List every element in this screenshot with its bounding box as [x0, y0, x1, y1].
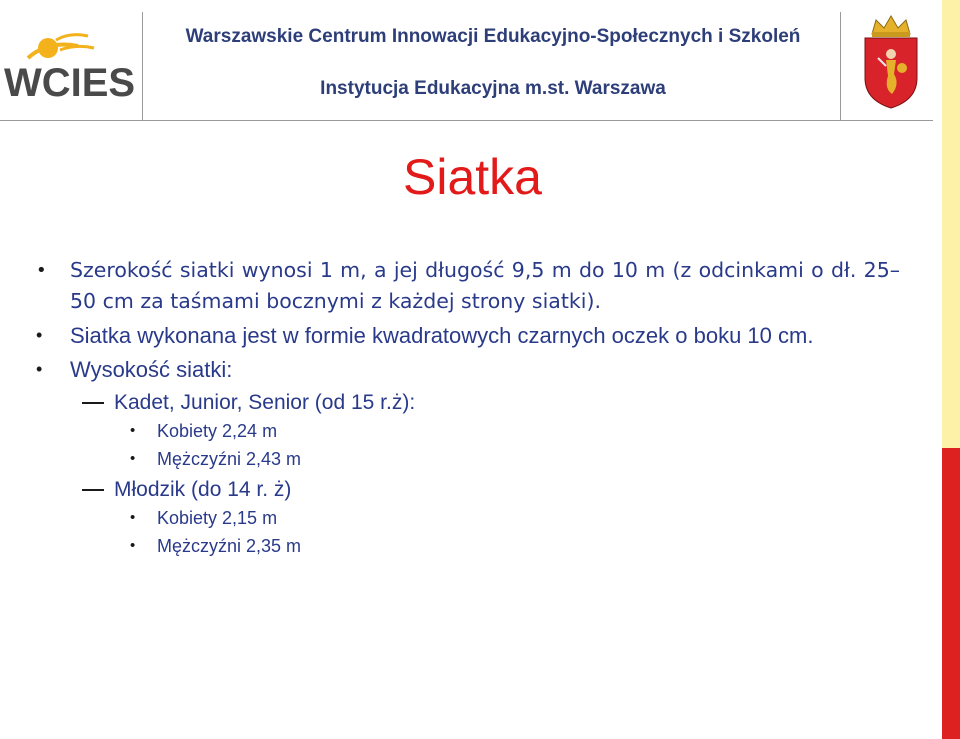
bullet-text: Wysokość siatki:	[70, 357, 233, 382]
header-divider-left	[142, 12, 143, 120]
sub-sub-bullet-item	[30, 532, 900, 560]
bullet-icon: •	[36, 325, 43, 345]
header	[0, 0, 933, 122]
bullet-icon: •	[36, 260, 47, 281]
sun-icon	[28, 35, 94, 58]
slide-content	[30, 255, 900, 560]
sub-sub-bullet-item	[30, 504, 900, 532]
header-divider-right	[840, 12, 841, 120]
bullet-item	[30, 255, 900, 317]
bullet-item	[30, 320, 900, 351]
bullet-icon: •	[130, 537, 136, 554]
sub-sub-bullet-item	[30, 445, 900, 473]
dash-icon	[82, 402, 104, 404]
bullet-text: Siatka wykonana jest w formie kwadratowych czarnych oczek o boku 10 cm.	[70, 323, 814, 348]
institution-subtitle: Instytucja Edukacyjna m.st. Warszawa	[320, 78, 666, 99]
sub-bullet-text: Młodzik (do 14 r. ż)	[114, 478, 292, 501]
logo-text: WCIES	[4, 61, 136, 105]
header-bottom-rule	[0, 120, 933, 121]
wcies-logo	[0, 10, 140, 115]
sub-sub-bullet-text: Mężczyźni 2,35 m	[157, 536, 302, 556]
bullet-item	[30, 354, 900, 385]
warsaw-crest-icon	[860, 14, 922, 110]
dash-icon	[82, 489, 104, 491]
sub-sub-bullet-text: Kobiety 2,24 m	[157, 421, 278, 441]
side-accent-red	[942, 448, 960, 739]
sub-bullet-text: Kadet, Junior, Senior (od 15 r.ż):	[114, 391, 416, 414]
sub-sub-bullet-text: Kobiety 2,15 m	[157, 508, 278, 528]
institution-name: Warszawskie Centrum Innowacji Edukacyjno-Społecznych i Szkoleń	[185, 26, 801, 47]
sub-bullet-item	[30, 388, 900, 417]
side-accent-yellow	[942, 0, 960, 448]
bullet-icon: •	[130, 422, 136, 439]
sub-sub-bullet-item	[30, 417, 900, 445]
sub-bullet-item	[30, 475, 900, 504]
bullet-text: Szerokość siatki wynosi 1 m, a jej długość 9,5 m do 10 m (z odcinkami o dł. 25–50 cm za taśmami bocznymi z każdej strony siatki).	[70, 258, 900, 313]
slide-title: Siatka	[403, 149, 542, 205]
bullet-icon: •	[130, 450, 136, 467]
bullet-icon: •	[130, 509, 136, 526]
bullet-icon: •	[36, 359, 43, 379]
sub-sub-bullet-text: Mężczyźni 2,43 m	[157, 449, 302, 469]
